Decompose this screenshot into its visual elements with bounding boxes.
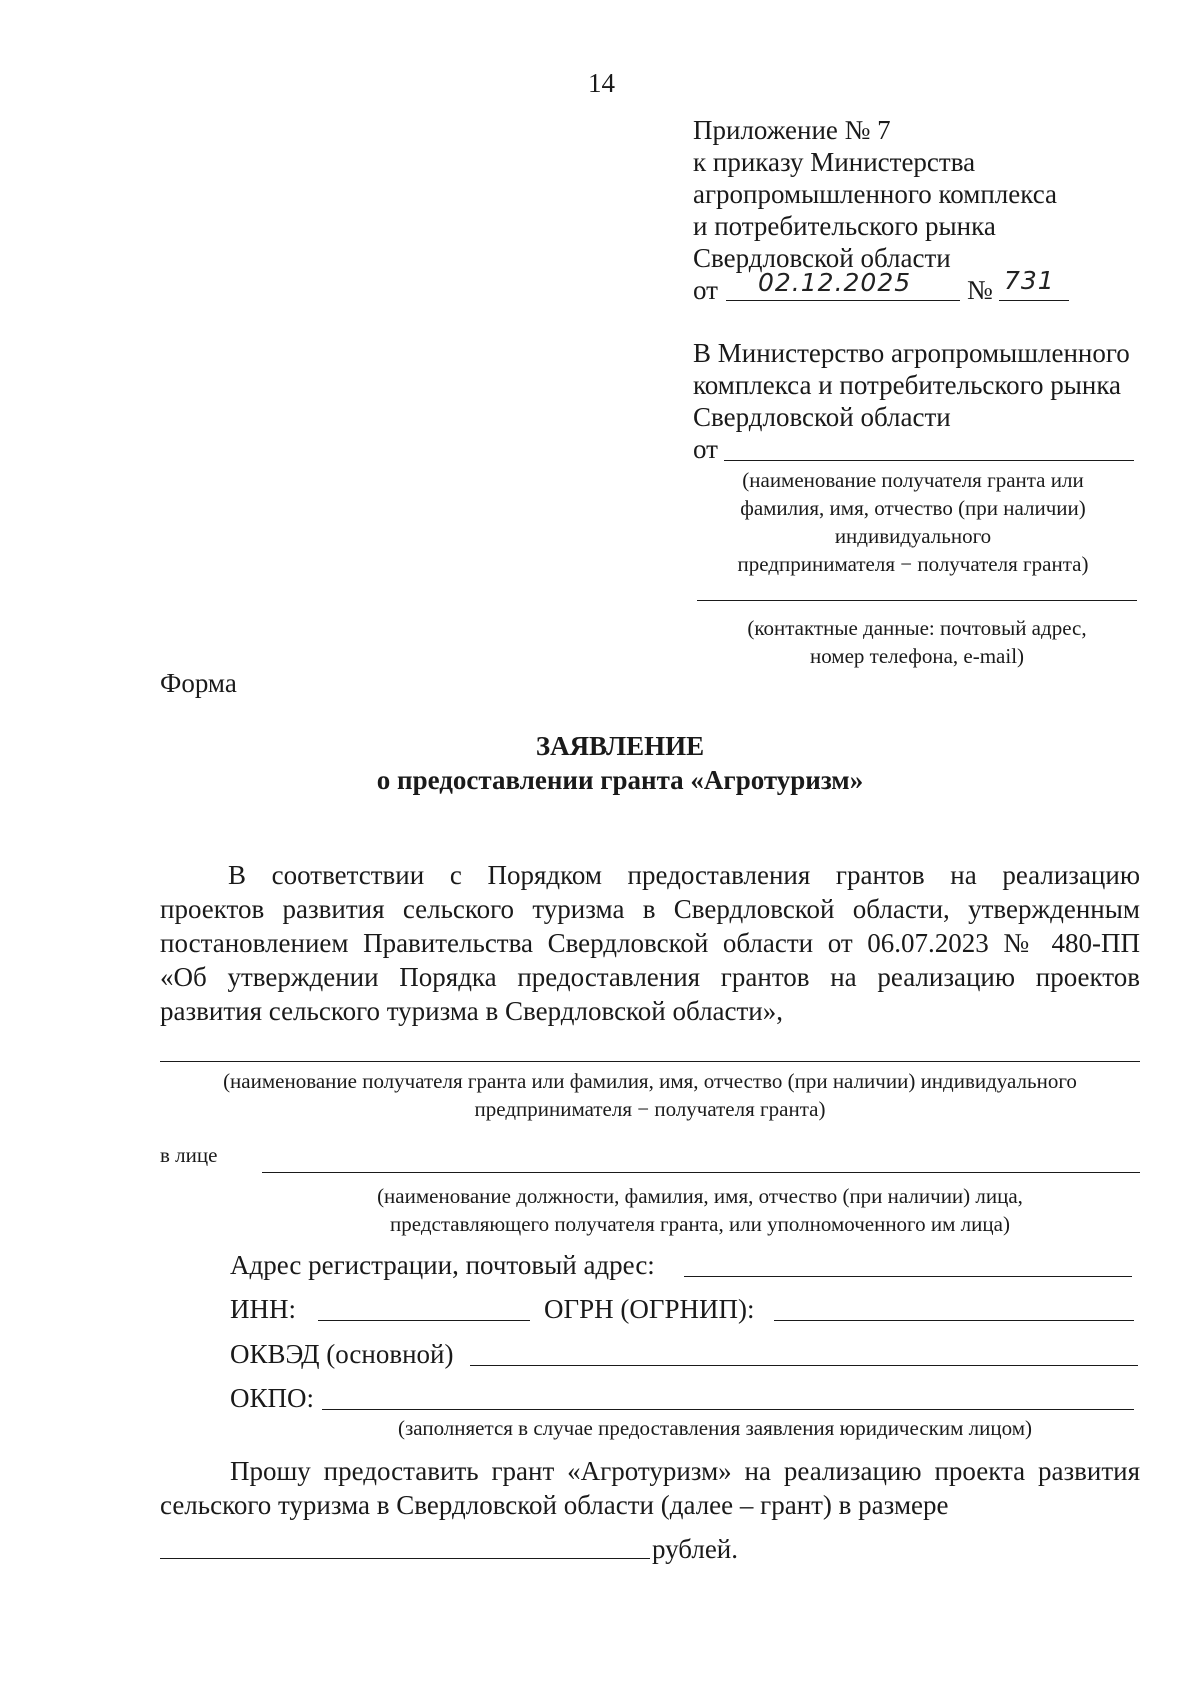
- sender-note-line-1: (наименование получателя гранта или: [742, 468, 1084, 492]
- okpo-field[interactable]: [322, 1409, 1134, 1410]
- contact-note-line-2: номер телефона, e-mail): [809, 644, 1025, 668]
- inn-field[interactable]: [318, 1320, 530, 1321]
- handwritten-number: 731: [1004, 266, 1055, 295]
- address-field[interactable]: [684, 1276, 1132, 1277]
- rubles-label: рублей.: [652, 1534, 739, 1564]
- contact-note-line-1: (контактные данные: почтовый адрес,: [747, 616, 1087, 640]
- addressee-line-3: Свердловской области: [693, 402, 951, 432]
- request-line-1: Прошу предоставить грант «Агротуризм» на реализацию проекта развития: [230, 1456, 1140, 1486]
- handwritten-date: 02.12.2025: [758, 268, 912, 297]
- paragraph-line-1: В соответствии с Порядком предоставления грантов на реализацию: [228, 860, 1140, 890]
- ogrn-label: ОГРН (ОГРНИП):: [544, 1294, 755, 1324]
- representative-field[interactable]: [262, 1172, 1140, 1173]
- person-note-line-1: (наименование должности, фамилия, имя, отчество (при наличии) лица,: [377, 1184, 1023, 1208]
- appendix-line-1: Приложение № 7: [693, 115, 891, 145]
- okved-label: ОКВЭД (основной): [230, 1339, 454, 1369]
- okpo-note: (заполняется в случае предоставления заявления юридическим лицом): [398, 1416, 1032, 1440]
- ogrn-field[interactable]: [774, 1320, 1134, 1321]
- amount-field[interactable]: [160, 1558, 650, 1559]
- date-underline: [726, 300, 960, 301]
- addressee-line-2: комплекса и потребительского рынка: [693, 370, 1122, 400]
- recipient-name-field[interactable]: [160, 1061, 1140, 1062]
- sender-name-field[interactable]: [724, 460, 1134, 461]
- date-prefix: от: [693, 275, 718, 305]
- appendix-line-2: к приказу Министерства: [693, 147, 976, 177]
- person-note-line-2: представляющего получателя гранта, или уполномоченного им лица): [390, 1212, 1010, 1236]
- recipient-note-line-2: предпринимателя − получателя гранта): [474, 1097, 826, 1121]
- okpo-label: ОКПО:: [230, 1383, 315, 1413]
- appendix-line-4: и потребительского рынка: [693, 211, 996, 241]
- document-subtitle: о предоставлении гранта «Агротуризм»: [376, 765, 864, 795]
- recipient-note-line-1: (наименование получателя гранта или фамилия, имя, отчество (при наличии) индивидуального: [223, 1069, 1077, 1093]
- contact-data-field[interactable]: [697, 600, 1137, 601]
- paragraph-line-4: «Об утверждении Порядка предоставления грантов на реализацию проектов: [160, 962, 1140, 992]
- address-label: Адрес регистрации, почтовый адрес:: [230, 1250, 655, 1280]
- paragraph-line-3: постановлением Правительства Свердловской области от 06.07.2023 № 480-ПП: [160, 928, 1140, 958]
- page-number: 14: [588, 68, 615, 98]
- sender-note-line-2: фамилия, имя, отчество (при наличии): [740, 496, 1086, 520]
- number-prefix: №: [967, 275, 993, 305]
- sender-note-line-3: индивидуального: [834, 524, 992, 548]
- number-underline: [999, 300, 1069, 301]
- paragraph-line-2: проектов развития сельского туризма в Свердловской области, утвержденным: [160, 894, 1140, 924]
- appendix-line-3: агропромышленного комплекса: [693, 179, 1057, 209]
- paragraph-line-5: развития сельского туризма в Свердловской области»,: [160, 996, 784, 1026]
- inn-label: ИНН:: [230, 1294, 296, 1324]
- appendix-line-5: Свердловской области: [693, 243, 951, 273]
- okved-field[interactable]: [470, 1365, 1138, 1366]
- request-line-2: сельского туризма в Свердловской области (далее – грант) в размере: [160, 1490, 949, 1520]
- document-title: ЗАЯВЛЕНИЕ: [535, 731, 705, 761]
- in-person-label: в лице: [160, 1143, 218, 1167]
- sender-note-line-4: предпринимателя − получателя гранта): [737, 552, 1089, 576]
- from-label: от: [693, 434, 718, 464]
- addressee-line-1: В Министерство агропромышленного: [693, 338, 1130, 368]
- form-label: Форма: [160, 668, 237, 698]
